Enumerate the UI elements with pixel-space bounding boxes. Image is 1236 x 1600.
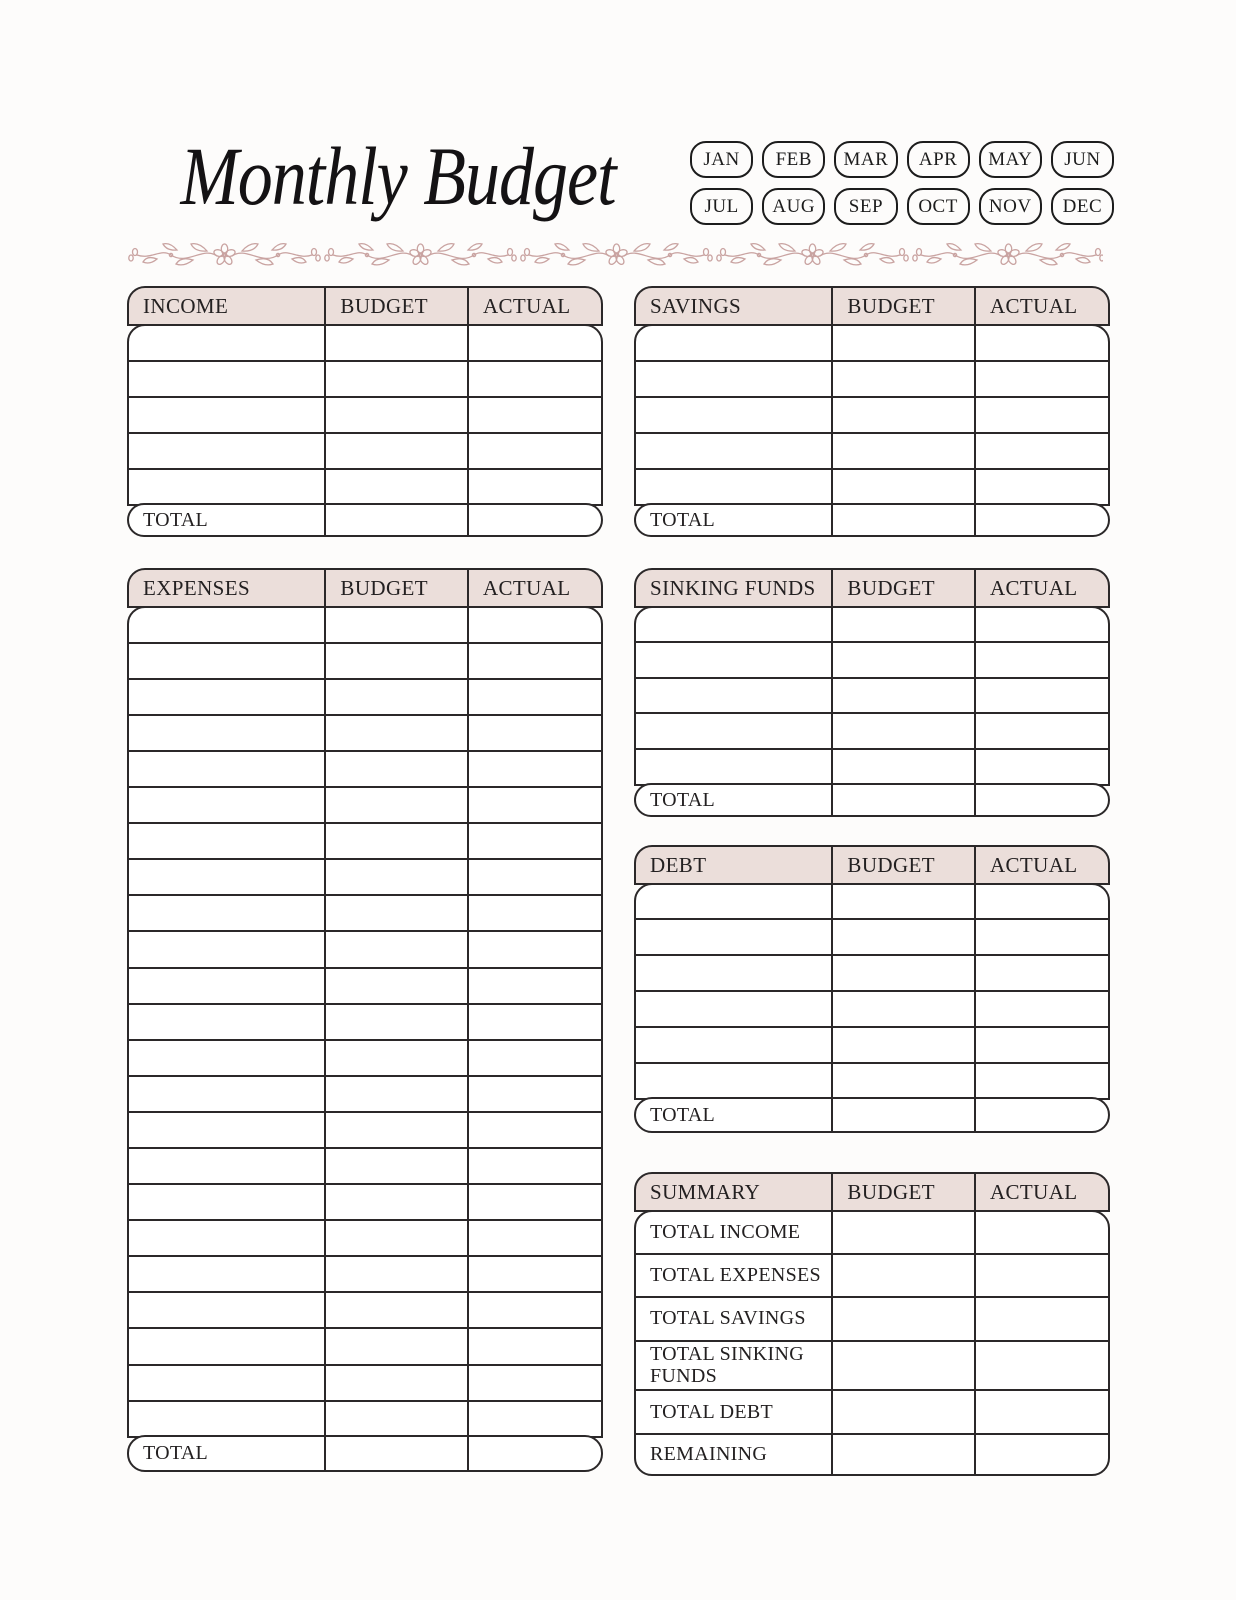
- table-cell: [467, 1113, 601, 1147]
- table-cell: [129, 1366, 324, 1400]
- actual-column-header: ACTUAL: [467, 288, 601, 324]
- table-cell: [974, 679, 1108, 713]
- table-row: [636, 1433, 1108, 1474]
- table-cell: [831, 750, 974, 784]
- sinking-funds-total-row: [634, 783, 1110, 817]
- month-pill-jul[interactable]: JUL: [690, 188, 753, 225]
- table-cell: [974, 1298, 1108, 1339]
- summary-title: SUMMARY: [650, 1179, 761, 1204]
- table-cell: [467, 824, 601, 858]
- table-row: [129, 1291, 601, 1327]
- table-cell: [636, 643, 831, 677]
- table-row: [129, 1219, 601, 1255]
- table-cell: [129, 1149, 324, 1183]
- table-cell: [831, 1391, 974, 1432]
- table-row: [636, 885, 1108, 919]
- table-cell: [636, 992, 831, 1026]
- actual-column-header: ACTUAL: [974, 288, 1108, 324]
- table-cell: [467, 716, 601, 750]
- table-cell: [974, 1028, 1108, 1062]
- table-cell: [129, 1113, 324, 1147]
- summary-table: [634, 1172, 1110, 1476]
- table-cell: [831, 920, 974, 954]
- table-cell: [129, 1293, 324, 1327]
- income-body: [127, 324, 603, 506]
- floral-divider-icon: [127, 239, 1103, 273]
- table-cell: [831, 1435, 974, 1474]
- table-cell: [324, 1041, 467, 1075]
- table-cell: [831, 1342, 974, 1390]
- expenses-total-row: [127, 1435, 603, 1472]
- table-cell: [467, 362, 601, 396]
- table-cell: [324, 680, 467, 714]
- table-cell: [129, 1077, 324, 1111]
- budget-column-header: BUDGET: [324, 288, 467, 324]
- table-cell: [467, 398, 601, 432]
- expenses-table: [127, 568, 603, 1472]
- table-cell: [324, 326, 467, 360]
- table-cell: [129, 398, 324, 432]
- savings-total-row: [634, 503, 1110, 537]
- table-cell: [467, 1402, 601, 1436]
- table-cell: [636, 750, 831, 784]
- table-row: [636, 608, 1108, 642]
- table-cell: [467, 860, 601, 894]
- sinking-funds-table: [634, 568, 1110, 817]
- actual-column-header: ACTUAL: [974, 1174, 1108, 1210]
- total-budget-cell: [324, 1437, 467, 1470]
- table-row: [129, 858, 601, 894]
- table-cell: [974, 1212, 1108, 1253]
- savings-body: [634, 324, 1110, 506]
- table-cell: [831, 434, 974, 468]
- table-cell: [324, 1077, 467, 1111]
- table-row: [129, 1039, 601, 1075]
- table-row: [636, 641, 1108, 677]
- month-selector: [690, 141, 1114, 225]
- table-row: [636, 396, 1108, 432]
- table-row: [636, 712, 1108, 748]
- table-cell: [129, 860, 324, 894]
- table-cell: [324, 470, 467, 504]
- table-cell: [467, 434, 601, 468]
- table-cell: [324, 1293, 467, 1327]
- month-pill-mar[interactable]: MAR: [834, 141, 897, 178]
- table-cell: [129, 1402, 324, 1436]
- table-cell: [324, 644, 467, 678]
- debt-title: DEBT: [650, 852, 707, 877]
- table-cell: [467, 326, 601, 360]
- table-cell: [831, 1255, 974, 1296]
- table-cell: [974, 470, 1108, 504]
- table-cell: [974, 1064, 1108, 1098]
- budget-column-header: BUDGET: [324, 570, 467, 606]
- table-row: [636, 1389, 1108, 1432]
- table-cell: [129, 608, 324, 642]
- budget-column-header: BUDGET: [831, 847, 974, 883]
- table-cell: [467, 1149, 601, 1183]
- summary-row-label: TOTAL DEBT: [650, 1400, 774, 1423]
- total-actual-cell: [974, 505, 1108, 535]
- summary-row-label: TOTAL SAVINGS: [650, 1307, 806, 1330]
- table-cell: [129, 1221, 324, 1255]
- table-row: [636, 990, 1108, 1026]
- table-cell: [636, 470, 831, 504]
- table-cell: [467, 788, 601, 822]
- table-row: [129, 822, 601, 858]
- sinking-funds-body: [634, 606, 1110, 786]
- table-row: [129, 714, 601, 750]
- table-cell: [831, 608, 974, 642]
- month-pill-may[interactable]: MAY: [979, 141, 1042, 178]
- savings-title: SAVINGS: [650, 293, 742, 318]
- month-pill-dec[interactable]: DEC: [1051, 188, 1114, 225]
- table-cell: [324, 434, 467, 468]
- income-title: INCOME: [143, 293, 229, 318]
- table-row: [636, 918, 1108, 954]
- table-row: [636, 360, 1108, 396]
- savings-header-row: [634, 286, 1110, 326]
- table-row: [129, 967, 601, 1003]
- table-row: [636, 1340, 1108, 1390]
- table-row: [129, 468, 601, 504]
- table-row: [129, 608, 601, 642]
- table-row: [129, 750, 601, 786]
- table-cell: [129, 932, 324, 966]
- table-cell: [467, 1293, 601, 1327]
- table-cell: [831, 1298, 974, 1339]
- table-cell: [467, 680, 601, 714]
- table-cell: [467, 969, 601, 1003]
- total-label: TOTAL: [143, 508, 209, 531]
- table-cell: [129, 1329, 324, 1363]
- table-cell: [974, 750, 1108, 784]
- income-total-row: [127, 503, 603, 537]
- table-cell: [324, 1257, 467, 1291]
- table-cell: [324, 860, 467, 894]
- table-cell: [467, 1077, 601, 1111]
- table-cell: [324, 824, 467, 858]
- table-cell: [831, 643, 974, 677]
- table-cell: [974, 920, 1108, 954]
- table-row: [129, 1075, 601, 1111]
- table-row: [129, 1003, 601, 1039]
- table-cell: [636, 398, 831, 432]
- table-row: [129, 1183, 601, 1219]
- month-pill-aug[interactable]: AUG: [762, 188, 825, 225]
- table-cell: [831, 679, 974, 713]
- month-pill-feb[interactable]: FEB: [762, 141, 825, 178]
- table-cell: [129, 896, 324, 930]
- table-cell: [324, 969, 467, 1003]
- actual-column-header: ACTUAL: [974, 847, 1108, 883]
- actual-column-header: ACTUAL: [467, 570, 601, 606]
- table-cell: [324, 1329, 467, 1363]
- total-label: TOTAL: [143, 1442, 209, 1465]
- month-pill-sep[interactable]: SEP: [834, 188, 897, 225]
- table-cell: [467, 470, 601, 504]
- table-cell: [324, 362, 467, 396]
- summary-row-label: REMAINING: [650, 1442, 768, 1465]
- table-cell: [831, 1028, 974, 1062]
- table-row: [129, 1364, 601, 1400]
- table-cell: [636, 679, 831, 713]
- table-row: [636, 1296, 1108, 1339]
- table-cell: [636, 885, 831, 919]
- table-cell: [324, 1149, 467, 1183]
- table-row: [636, 748, 1108, 784]
- table-cell: [974, 326, 1108, 360]
- total-budget-cell: [324, 505, 467, 535]
- table-cell: [636, 434, 831, 468]
- table-cell: [974, 643, 1108, 677]
- table-cell: [324, 896, 467, 930]
- table-cell: [831, 326, 974, 360]
- table-cell: [467, 1005, 601, 1039]
- table-cell: [324, 716, 467, 750]
- table-cell: [129, 1185, 324, 1219]
- table-cell: [324, 608, 467, 642]
- actual-column-header: ACTUAL: [974, 570, 1108, 606]
- table-cell: [636, 362, 831, 396]
- table-cell: [467, 608, 601, 642]
- table-cell: [129, 752, 324, 786]
- table-cell: [636, 920, 831, 954]
- table-cell: [831, 362, 974, 396]
- summary-body: [634, 1210, 1110, 1476]
- table-cell: [974, 992, 1108, 1026]
- total-actual-cell: [974, 1099, 1108, 1131]
- table-cell: [467, 752, 601, 786]
- table-row: [129, 678, 601, 714]
- table-cell: [974, 1342, 1108, 1390]
- summary-row-label: TOTAL EXPENSES: [650, 1263, 821, 1286]
- table-row: [129, 396, 601, 432]
- table-cell: [831, 956, 974, 990]
- table-cell: [974, 885, 1108, 919]
- table-cell: [831, 885, 974, 919]
- summary-row-label: TOTAL INCOME: [650, 1220, 801, 1243]
- table-cell: [129, 1041, 324, 1075]
- month-pill-apr[interactable]: APR: [907, 141, 970, 178]
- table-cell: [129, 824, 324, 858]
- debt-body: [634, 883, 1110, 1100]
- savings-table: [634, 286, 1110, 537]
- table-cell: [467, 644, 601, 678]
- table-cell: [467, 1329, 601, 1363]
- budget-column-header: BUDGET: [831, 288, 974, 324]
- table-row: [129, 326, 601, 360]
- table-cell: [467, 932, 601, 966]
- table-cell: [974, 362, 1108, 396]
- table-cell: [467, 1185, 601, 1219]
- table-row: [129, 894, 601, 930]
- total-label: TOTAL: [650, 1103, 716, 1126]
- total-actual-cell: [467, 1437, 601, 1470]
- table-cell: [129, 326, 324, 360]
- expenses-title: EXPENSES: [143, 575, 251, 600]
- month-pill-jun[interactable]: JUN: [1051, 141, 1114, 178]
- total-actual-cell: [974, 785, 1108, 815]
- total-budget-cell: [831, 1099, 974, 1131]
- total-label: TOTAL: [650, 788, 716, 811]
- table-row: [636, 326, 1108, 360]
- table-cell: [974, 1255, 1108, 1296]
- table-cell: [324, 1113, 467, 1147]
- table-cell: [636, 1028, 831, 1062]
- table-cell: [636, 1064, 831, 1098]
- expenses-header-row: [127, 568, 603, 608]
- total-actual-cell: [467, 505, 601, 535]
- table-cell: [974, 956, 1108, 990]
- table-cell: [324, 1221, 467, 1255]
- total-budget-cell: [831, 785, 974, 815]
- table-cell: [636, 956, 831, 990]
- table-cell: [831, 470, 974, 504]
- table-row: [129, 786, 601, 822]
- table-cell: [831, 398, 974, 432]
- table-cell: [129, 680, 324, 714]
- table-cell: [636, 608, 831, 642]
- table-row: [129, 1147, 601, 1183]
- table-cell: [974, 1391, 1108, 1432]
- table-cell: [467, 1257, 601, 1291]
- table-cell: [636, 326, 831, 360]
- budget-column-header: BUDGET: [831, 1174, 974, 1210]
- table-cell: [324, 1402, 467, 1436]
- table-cell: [636, 714, 831, 748]
- table-row: [129, 1327, 601, 1363]
- table-cell: [129, 969, 324, 1003]
- table-row: [129, 1400, 601, 1436]
- table-row: [129, 642, 601, 678]
- table-cell: [324, 752, 467, 786]
- table-cell: [974, 714, 1108, 748]
- table-cell: [129, 1005, 324, 1039]
- table-cell: [324, 1185, 467, 1219]
- table-cell: [129, 788, 324, 822]
- table-cell: [467, 1366, 601, 1400]
- table-cell: [324, 1005, 467, 1039]
- month-pill-oct[interactable]: OCT: [907, 188, 970, 225]
- debt-total-row: [634, 1097, 1110, 1133]
- table-cell: [324, 1366, 467, 1400]
- table-row: [636, 1253, 1108, 1296]
- table-cell: [974, 434, 1108, 468]
- income-table: [127, 286, 603, 537]
- table-cell: [129, 644, 324, 678]
- income-header-row: [127, 286, 603, 326]
- table-row: [636, 468, 1108, 504]
- table-row: [636, 432, 1108, 468]
- debt-table: [634, 845, 1110, 1133]
- sinking-funds-header-row: [634, 568, 1110, 608]
- debt-header-row: [634, 845, 1110, 885]
- table-cell: [324, 788, 467, 822]
- table-row: [129, 432, 601, 468]
- table-cell: [467, 1221, 601, 1255]
- table-row: [636, 1062, 1108, 1098]
- expenses-body: [127, 606, 603, 1438]
- table-cell: [831, 992, 974, 1026]
- table-row: [636, 954, 1108, 990]
- table-cell: [974, 608, 1108, 642]
- table-cell: [831, 1212, 974, 1253]
- sinking-funds-title: SINKING FUNDS: [650, 575, 816, 600]
- budget-column-header: BUDGET: [831, 570, 974, 606]
- table-cell: [831, 714, 974, 748]
- table-row: [636, 1212, 1108, 1253]
- table-cell: [324, 932, 467, 966]
- table-row: [129, 360, 601, 396]
- table-cell: [467, 1041, 601, 1075]
- table-cell: [129, 434, 324, 468]
- table-row: [129, 930, 601, 966]
- table-row: [636, 677, 1108, 713]
- table-row: [129, 1255, 601, 1291]
- table-cell: [129, 362, 324, 396]
- table-cell: [129, 716, 324, 750]
- table-row: [129, 1111, 601, 1147]
- table-cell: [467, 896, 601, 930]
- summary-header-row: [634, 1172, 1110, 1212]
- table-cell: [129, 470, 324, 504]
- total-budget-cell: [831, 505, 974, 535]
- total-label: TOTAL: [650, 508, 716, 531]
- table-cell: [974, 398, 1108, 432]
- page-title: Monthly Budget: [180, 131, 616, 223]
- table-row: [636, 1026, 1108, 1062]
- table-cell: [831, 1064, 974, 1098]
- table-cell: [324, 398, 467, 432]
- table-cell: [974, 1435, 1108, 1474]
- summary-row-label: TOTAL SINKING FUNDS: [650, 1343, 804, 1387]
- month-pill-nov[interactable]: NOV: [979, 188, 1042, 225]
- table-cell: [129, 1257, 324, 1291]
- month-pill-jan[interactable]: JAN: [690, 141, 753, 178]
